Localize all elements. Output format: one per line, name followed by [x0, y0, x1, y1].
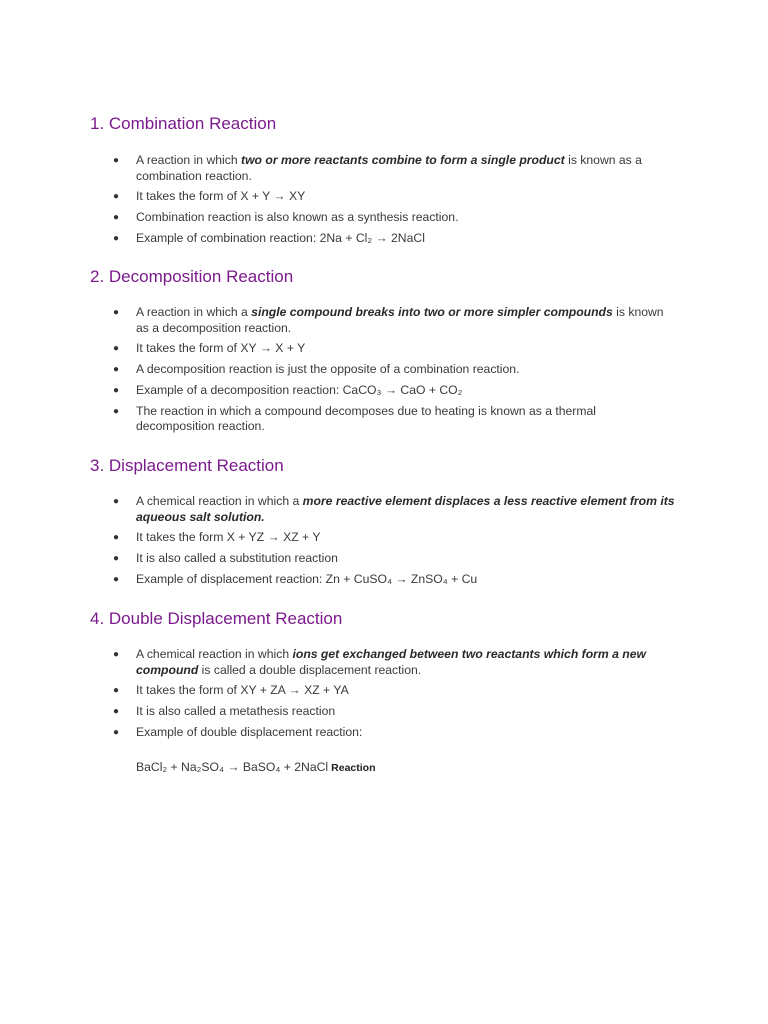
- emphasis-text: two or more reactants combine to form a single product: [241, 153, 565, 167]
- emphasis-text: more reactive element displaces a less reactive element from its aqueous salt solution.: [136, 494, 675, 524]
- bullet-icon: ●: [113, 706, 120, 718]
- bullet-icon: ●: [113, 155, 120, 166]
- bullet-icon: ●: [113, 553, 120, 565]
- list-item: ● Combination reaction is also known as a synthesis reaction.: [113, 210, 459, 225]
- list-item: ● It is also called a substitution reaction: [113, 551, 338, 566]
- list-item: ● A chemical reaction in which a more reactive element displaces a less reactive element from its aqueous salt solution.: [113, 494, 675, 524]
- list-item: ● Example of a decomposition reaction: CaCO₃ → CaO + CO₂: [113, 382, 463, 397]
- list-item: ● Example of displacement reaction: Zn + CuSO₄ → ZnSO₄ + Cu: [113, 571, 478, 586]
- bullet-icon: ●: [113, 212, 120, 224]
- bullet-icon: ●: [113, 343, 120, 355]
- example-equation: [136, 760, 375, 774]
- list-item: ● The reaction in which a compound decomposes due to heating is known as a thermal decomposition reaction.: [113, 403, 597, 434]
- list-item: ● It takes the form X + YZ → XZ + Y: [113, 530, 321, 545]
- section-title: 3. Displacement Reaction: [90, 456, 284, 475]
- bullet-icon: ●: [113, 405, 120, 417]
- bullet-icon: ●: [113, 384, 120, 396]
- bullet-icon: ●: [113, 191, 120, 203]
- list-item: ● A decomposition reaction is just the opposite of a combination reaction.: [113, 362, 520, 377]
- list-item: ● A reaction in which a single compound breaks into two or more simpler compounds is known as a decomposition reaction.: [113, 305, 664, 335]
- list-item: ● Example of combination reaction: 2Na + Cl₂ → 2NaCl: [113, 230, 425, 245]
- list-item: ● It takes the form of XY → X + Y: [113, 341, 306, 356]
- bullet-list: [0, 153, 768, 252]
- list-item: ● A reaction in which two or more reactants combine to form a single product is known as a combination reaction.: [113, 153, 642, 183]
- section-title: 1. Combination Reaction: [90, 114, 277, 133]
- equation-text: BaCl₂ + Na₂SO₄ → BaSO₄ + 2NaCl: [136, 760, 329, 774]
- list-item: ● It takes the form of XY + ZA → XZ + YA: [113, 683, 349, 698]
- bullet-icon: ●: [113, 573, 120, 585]
- bullet-icon: ●: [113, 685, 120, 697]
- list-item: ● It is also called a metathesis reaction: [113, 704, 336, 719]
- bullet-icon: ●: [113, 532, 120, 544]
- bullet-list: [0, 647, 768, 746]
- bullet-icon: ●: [113, 232, 120, 244]
- bullet-icon: ●: [113, 364, 120, 376]
- list-item: ● It takes the form of X + Y → XY: [113, 189, 306, 204]
- emphasis-text: ions get exchanged between two reactants which form a new compound: [136, 647, 646, 677]
- list-item: ● A chemical reaction in which ions get exchanged between two reactants which form a new compound is called a double displacement reaction.: [113, 647, 646, 677]
- section-title: 4. Double Displacement Reaction: [90, 609, 343, 628]
- bullet-icon: ●: [113, 649, 120, 660]
- section-title: 2. Decomposition Reaction: [90, 267, 294, 286]
- bullet-icon: ●: [113, 726, 120, 738]
- bullet-icon: ●: [113, 496, 120, 507]
- bullet-list: [0, 494, 768, 593]
- equation-tag: Reaction: [331, 762, 376, 774]
- bullet-list: [0, 305, 768, 440]
- list-item: ● Example of double displacement reaction:: [113, 724, 363, 739]
- emphasis-text: single compound breaks into two or more simpler compounds: [251, 305, 613, 319]
- bullet-icon: ●: [113, 307, 120, 318]
